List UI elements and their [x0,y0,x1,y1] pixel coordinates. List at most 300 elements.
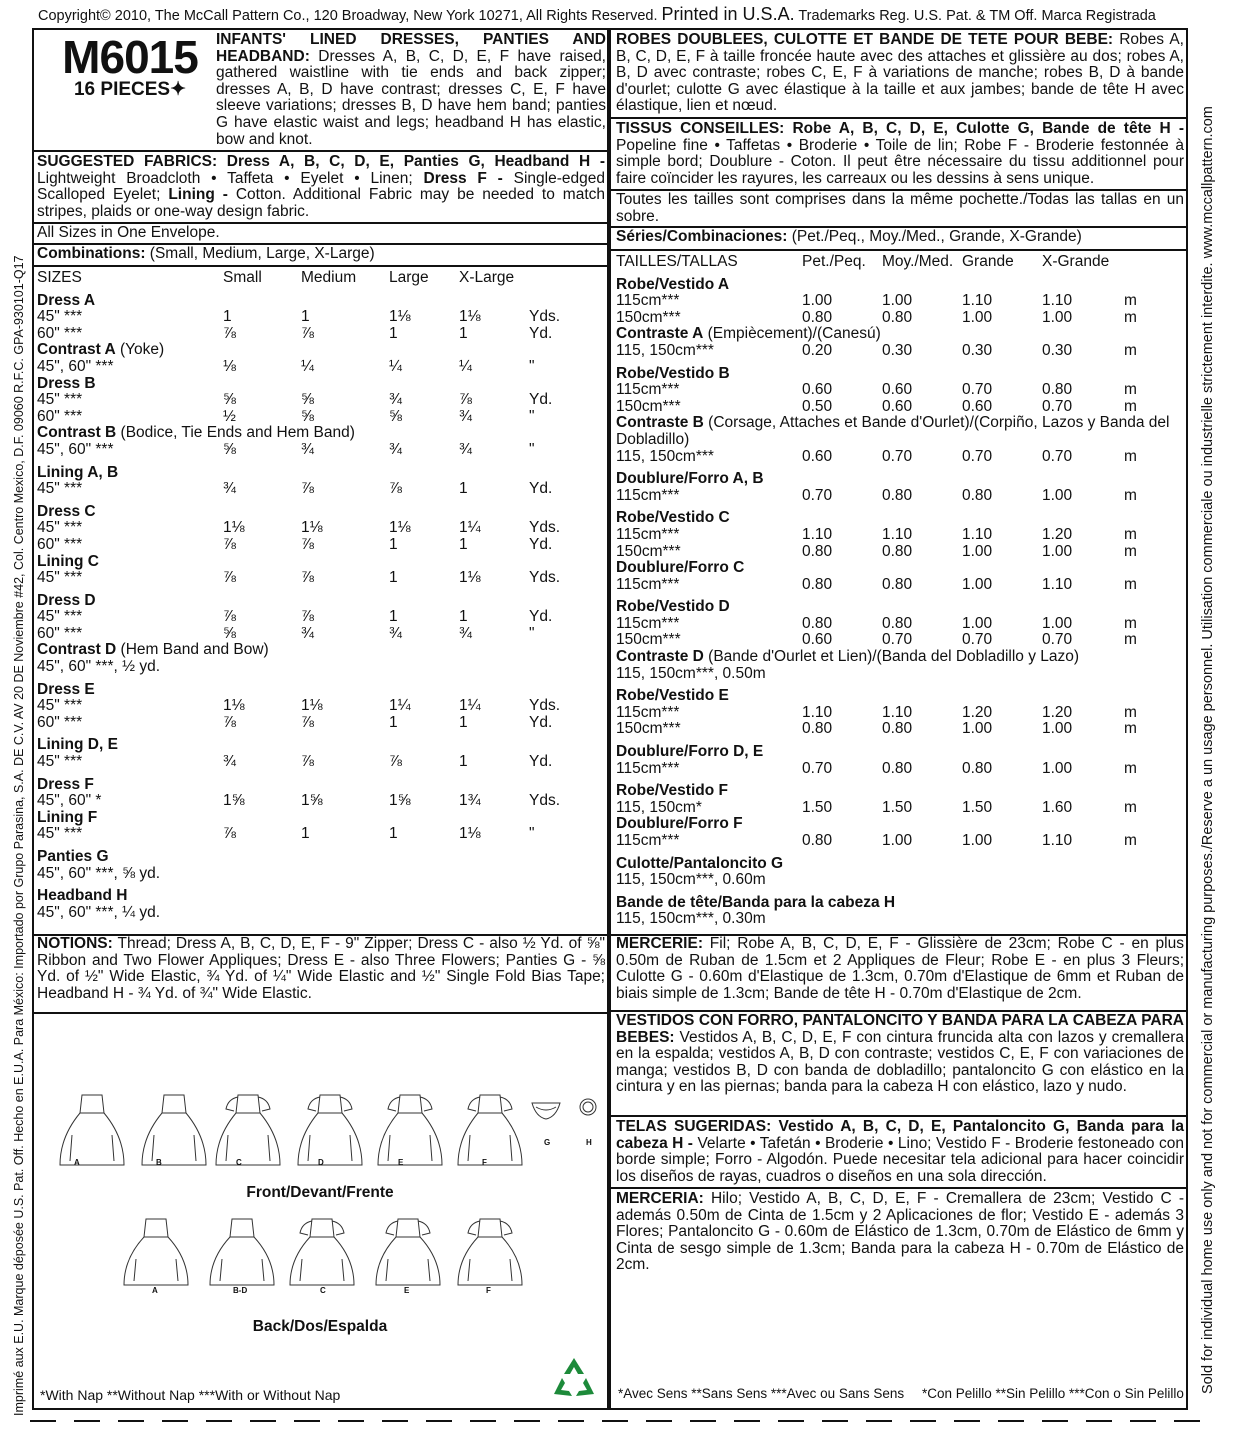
table-cell: 45", 60" *** [37,357,114,375]
en-fabrics-b: Single-edged Scalloped Eyelet; [37,169,605,204]
fr-combos-label: Séries/Combinaciones: [616,228,788,245]
en-fabrics-lining: Lining - [168,186,228,204]
group-header-row [37,554,560,571]
dash-mark [1042,1420,1068,1422]
table-cell: 1⅛ [459,569,481,587]
table-row [616,616,1184,633]
table-cell: ⅝ [301,391,314,409]
group-name: Contrast B [37,424,117,442]
back-caption: Back/Dos/Espalda [252,1318,388,1335]
en-combinations [37,246,375,263]
table-cell: 115, 150cm***, 0.30m [616,910,766,928]
group-header-cell [37,771,560,794]
view-label: D [318,1158,324,1167]
table-cell: 1.10 [802,703,833,721]
table-cell: ½ [223,407,236,425]
divider [34,1012,607,1014]
table-cell: 0.80 [1042,381,1073,399]
dash-mark [514,1420,540,1422]
en-yardage-table [37,270,605,921]
group-header-row [616,889,1184,912]
group-name: Contrast D [37,641,117,659]
table-cell: 0.60 [802,631,833,649]
group-name: Doublure/Forro C [616,559,745,577]
table-cell: 1⅛ [389,519,411,537]
group-name: Panties G [37,848,109,865]
table-cell: m [1124,447,1137,465]
table-cell: 1 [389,608,398,626]
table-cell: " [529,624,535,642]
table-header-cell: X-Grande [1042,253,1110,270]
en-fabrics-a: Lightweight Broadcloth • Taffeta • Eyelet • Linen; [37,169,424,187]
dash-mark [1086,1420,1112,1422]
table-cell: 0.70 [882,447,913,465]
group-header-cell [616,360,1184,383]
table-row [37,626,560,643]
table-cell: ¼ [301,357,314,375]
table-row [616,449,1184,466]
table-cell: 0.60 [962,397,993,415]
table-cell: m [1124,308,1137,326]
en-notions-label: NOTIONS: [37,935,113,952]
table-cell: 0.80 [962,759,993,777]
group-header-cell [37,459,560,482]
table-cell: 0.80 [802,832,833,849]
table-cell: 45" *** [37,569,83,587]
group-name: Doublure/Forro F [616,815,743,833]
group-header-row [616,738,1184,761]
view-label: B-D [233,1286,248,1295]
table-cell: 45" *** [37,308,83,326]
fr-nap-legend: *Avec Sens **Sans Sens ***Avec ou Sans Sens [618,1386,905,1401]
fr-notions-label: MERCERIE: [616,935,703,952]
table-row [616,382,1184,399]
table-cell: 1.60 [1042,798,1073,816]
group-subtitle: (Bodice, Tie Ends and Hem Band) [116,424,355,442]
table-row [616,399,1184,416]
fr-desc: Robes A, B, C, D, E, F à taille froncée haute avec des attaches et glissière au dos; robes A, B, D avec contraste; robes C, E, F à variations de manche; robes B, D à bande d'ourlet; culotte G avec élastique à la taille et aux jambes; bande de tête H avec élastique, lien et nœud. [616,31,1184,115]
es-notions-label: MERCERIA: [616,1190,704,1207]
table-cell: ¾ [223,753,236,771]
table-cell: ⅞ [301,608,314,626]
group-name: Dress A [37,291,96,309]
en-notions [37,936,605,1002]
table-cell: 1.50 [882,798,913,816]
view-label: A [74,1158,80,1167]
table-cell: 1.00 [962,720,993,738]
table-cell: ⅞ [301,535,314,553]
dash-mark [470,1420,496,1422]
table-cell: 45" *** [37,697,83,715]
table-cell: 1⅛ [301,519,323,537]
table-cell: 1 [389,535,398,553]
group-header-row [616,504,1184,527]
table-cell: 45" *** [37,753,83,771]
en-fabrics [37,154,605,220]
group-header-cell [616,504,1184,527]
table-cell: 1.00 [882,292,913,310]
table-row [616,872,1184,889]
table-cell: ⅝ [223,391,236,409]
table-row [37,392,560,409]
table-row [37,609,560,626]
table-row [37,520,560,537]
fr-combinations [616,229,1082,246]
group-subtitle: (Yoke) [115,341,165,359]
group-subtitle: (Corsage, Attaches et Bande d'Ourlet)/(Corpiño, Lazos y Banda del Dobladillo) [616,414,1170,448]
group-header-cell [616,649,1184,666]
group-name: Lining C [37,552,99,570]
dash-mark [118,1420,144,1422]
fr-title: ROBES DOUBLEES, CULOTTE ET BANDE DE TETE POUR BEBE: [616,31,1114,48]
view-label: B [156,1158,162,1167]
group-subtitle: (Bande d'Ourlet et Lien)/(Banda del Dobladillo y Lazo) [703,648,1080,666]
table-cell: 1.00 [1042,720,1073,738]
table-cell: 0.80 [882,542,913,560]
table-header-cell: Grande [962,253,1014,270]
table-cell: 1.00 [882,832,913,849]
dash-mark [734,1420,760,1422]
table-cell: 0.60 [802,447,833,465]
group-header-cell [37,498,560,521]
table-cell: 0.80 [802,614,833,632]
group-header-row [616,415,1184,448]
table-cell: ⅞ [459,391,472,409]
table-cell: ¾ [459,407,472,425]
table-cell: ⅞ [301,324,314,342]
es-title: VESTIDOS CON FORRO, PANTALONCITO Y BANDA PARA LA CABEZA PARA BEBES: [616,1012,1184,1046]
dash-mark [558,1420,584,1422]
en-fabrics-c: Cotton. Additional Fabric may be needed to match stripes, plaids or one-way design fabric. [37,186,605,220]
table-cell: " [529,825,535,843]
table-cell: ⅝ [223,440,236,458]
table-row [37,698,560,715]
table-cell: 1.10 [1042,832,1073,849]
table-cell: 45", 60" * [37,792,102,810]
table-cell: 0.80 [882,614,913,632]
table-cell: ⅞ [389,480,402,498]
table-cell: Yd. [529,391,553,409]
side-notice-right: Sold for individual home use only and not for commercial or manufacturing purposes./Reserve a un usage personnel. Utilisation commerciale ou industrielle strictement interdite. www.mccallpattern.com [1200,106,1216,1394]
group-header-row [37,771,560,794]
group-header-cell [37,810,560,827]
table-header-cell: X-Large [459,269,515,286]
group-name: Robe/Vestido E [616,687,729,705]
group-header-row [616,326,1184,343]
copyright-line [38,4,1190,25]
table-cell: 115, 150cm*** [616,447,714,465]
group-name: Dress E [37,680,95,698]
trademark-text: Trademarks Reg. U.S. Pat. & TM Off. Marca Registrada [798,8,1156,24]
table-cell: m [1124,614,1137,632]
group-header-cell [37,731,560,754]
table-cell: 45", 60" ***, ⅝ yd. [37,864,161,882]
table-row [37,754,560,771]
es-notions-text: Hilo; Vestido A, B, C, D, E, F - Cremallera de 23cm; Vestido C - además 0.50m de Cinta de 1.5cm y 2 Aplicaciones de flor; Vestido E - además 3 Flores; Pantaloncito G - 0.60m de Elástico de 1.3cm, 0.70m de Elástico de 6mm y Cinta de sesgo simple de 1.3cm; Banda para la cabeza H - 0.70m de Elástico de 2cm. [616,1190,1184,1274]
table-cell: ¼ [389,357,402,375]
table-row [616,544,1184,561]
group-name: Bande de tête/Banda para la cabeza H [616,893,896,911]
table-cell: 1 [389,324,398,342]
table-cell: 60" *** [37,535,83,553]
view-label: H [586,1138,592,1147]
group-header-cell [616,777,1184,800]
table-header-cell [529,270,560,293]
table-row [616,721,1184,738]
group-header-row [37,459,560,482]
table-cell: ⅞ [301,569,314,587]
table-cell: 0.80 [962,486,993,504]
fr-yardage-table [616,254,1184,928]
table-cell: 115cm*** [616,486,680,504]
dash-mark [866,1420,892,1422]
group-name: Robe/Vestido A [616,275,730,293]
table-cell: Yd. [529,713,553,731]
fr-notions-text: Fil; Robe A, B, C, D, E, F - Glissière de 23cm; Robe C - en plus 0.50m de Ruban de 1.5cm et 2 Appliques de Fleur; Robe E - en plus 3 Fleurs; Culotte G - 0.60m d'Elastique de 1.3cm, 0.70m d'Elastique de 6mm et Ruban de biais simple de 1.3cm; Bande de tête H - 0.70m d'Elastique de 2cm. [616,935,1184,1002]
group-header-row [37,425,560,442]
table-row [37,905,560,922]
group-header-cell [37,642,560,659]
group-header-row [37,498,560,521]
table-cell: ⅞ [223,825,236,843]
table-cell: 0.70 [1042,631,1073,649]
table-cell: 60" *** [37,624,83,642]
table-cell: ⅝ [301,407,314,425]
group-header-row [37,676,560,699]
table-cell: 1.00 [962,542,993,560]
table-header-cell: Large [389,269,429,286]
table-row [616,800,1184,817]
table-cell: 45" *** [37,608,83,626]
table-cell: 0.70 [962,381,993,399]
table-row [616,577,1184,594]
table-cell: 1⅛ [223,519,245,537]
en-combos-label: Combinations: [37,245,146,262]
group-header-cell [37,376,560,393]
table-cell: 115, 150cm***, 0.50m [616,664,766,682]
table-cell: m [1124,759,1137,777]
table-row [616,293,1184,310]
divider [611,117,1187,119]
group-name: Robe/Vestido D [616,598,730,616]
en-desc: Dresses A, B, C, D, E, F have raised, gathered waistline with tie ends and back zipper; dresses A, B, D have contrast; dresses C, E, F have sleeve variations; dresses B, D have hem band; panties G have elastic waist and legs; headband H has elastic, bow and knot. [216,47,606,148]
dash-mark [1174,1420,1200,1422]
table-row [37,326,560,343]
es-desc: Vestidos A, B, C, D, E, F con cintura fruncida alta con lazos y cremallera en la espalda; vestidos A, B, D con contraste; vestidos C, E, F con variaciones de manga; vestidos B, D con banda de dobladillo; pantaloncito G con elástico en la cintura y en las piernas; banda para la cabeza H con elástico, lazo y nudo. [616,1028,1184,1096]
view-label: A [152,1286,158,1295]
table-row [37,715,560,732]
table-cell: 0.80 [882,575,913,593]
table-cell: ¾ [301,440,314,458]
group-header-cell [616,560,1184,577]
dash-mark [250,1420,276,1422]
group-header-row [616,777,1184,800]
table-cell: 1.20 [962,703,993,721]
en-all-sizes: All Sizes in One Envelope. [37,224,220,241]
dash-mark [910,1420,936,1422]
table-cell: 1.10 [1042,575,1073,593]
es-description [616,1013,1184,1096]
table-cell: ⅞ [223,535,236,553]
printed-text: Printed in U.S.A. [661,4,795,24]
table-cell: m [1124,525,1137,543]
table-cell: 0.20 [802,341,833,359]
table-cell: 115cm*** [616,381,680,399]
view-label: C [236,1158,242,1167]
group-name: Lining D, E [37,736,118,754]
table-cell: ⅞ [223,324,236,342]
es-fabrics-text: Velarte • Tafetán • Broderie • Lino; Vestido F - Broderie festoneado con borde simple; Forro - Algodón. Puede necesitar tela adicional para hacer coincidir los diseños de rayas, cuadros o diseños en una sola dirección. [616,1134,1184,1185]
group-header-cell [37,293,560,310]
fr-es-nap-legend [618,1386,1184,1401]
table-cell: 1 [459,608,468,626]
table-cell: 0.60 [882,397,913,415]
dash-mark [778,1420,804,1422]
es-fabrics [616,1119,1184,1185]
table-row [37,793,560,810]
table-row [616,761,1184,778]
front-view-labels [40,1138,610,1178]
en-nap-legend: *With Nap **Without Nap ***With or Without Nap [40,1387,341,1403]
table-cell: m [1124,381,1137,399]
table-cell: Yds. [529,519,561,537]
table-cell: 1 [389,569,398,587]
group-name: Robe/Vestido C [616,509,730,527]
table-cell: ¾ [389,624,402,642]
dash-mark [206,1420,232,1422]
table-cell: ⅞ [223,608,236,626]
table-cell: 1.00 [962,614,993,632]
table-cell: 1.00 [802,292,833,310]
back-view-illustrations [40,1215,610,1295]
table-cell: 1.00 [1042,308,1073,326]
dash-mark [646,1420,672,1422]
table-cell: m [1124,832,1137,849]
table-cell: 1 [459,535,468,553]
group-header-row [37,342,560,359]
table-row [37,826,560,843]
table-cell: m [1124,397,1137,415]
table-cell: ¾ [459,440,472,458]
table-cell: m [1124,631,1137,649]
table-cell: ⅞ [301,480,314,498]
divider [611,249,1187,251]
table-cell: 1.50 [802,798,833,816]
table-cell: 0.70 [802,759,833,777]
table-cell: 1¼ [389,697,411,715]
view-label: C [320,1286,326,1295]
table-row [616,310,1184,327]
fr-description [616,32,1184,115]
view-label: F [482,1158,487,1167]
table-cell: 0.70 [882,631,913,649]
table-row [616,833,1184,850]
fr-notions [616,936,1184,1002]
group-header-row [37,642,560,659]
table-cell: Yd. [529,324,553,342]
table-cell: Yds. [529,697,561,715]
dash-mark [602,1420,628,1422]
group-header-cell [616,738,1184,761]
view-label: G [544,1138,551,1147]
group-header-row [616,649,1184,666]
es-nap-legend: *Con Pelillo **Sin Pelillo ***Con o Sin Pelillo [921,1386,1184,1401]
table-row [616,911,1184,928]
table-cell: ¾ [389,391,402,409]
table-row [616,632,1184,649]
en-fabrics-head: SUGGESTED FABRICS: Dress A, B, C, D, E, Panties G, Headband H - [37,153,605,170]
table-cell: Yd. [529,535,553,553]
front-caption: Front/Devant/Frente [246,1184,394,1201]
dash-mark [822,1420,848,1422]
table-cell: 0.50 [802,397,833,415]
table-cell: 1 [459,480,468,498]
group-name: Robe/Vestido F [616,782,728,800]
table-row [37,359,560,376]
table-cell: m [1124,542,1137,560]
table-row [616,666,1184,683]
group-header-row [37,376,560,393]
view-label: E [398,1158,404,1167]
table-cell: 1⅛ [459,308,481,326]
table-cell: 1⅛ [389,308,411,326]
view-label: F [486,1286,491,1295]
table-cell: 115cm*** [616,703,680,721]
divider [34,150,607,152]
table-cell: 1 [223,308,232,326]
fr-table [616,254,1184,928]
dash-mark [426,1420,452,1422]
group-header-row [37,587,560,610]
group-name: Doublure/Forro D, E [616,743,764,761]
table-header-cell: Pet./Peq. [802,253,866,270]
table-cell: 0.70 [962,631,993,649]
table-cell: ⅞ [223,569,236,587]
table-cell: 1¼ [459,519,481,537]
table-row [37,309,560,326]
table-cell: 1.00 [1042,542,1073,560]
table-cell: 0.60 [802,381,833,399]
table-cell: 1.10 [802,525,833,543]
en-notions-text: Thread; Dress A, B, C, D, E, F - 9" Zipper; Dress C - also ½ Yd. of ⅝" Ribbon and Two Flower Appliques; Dress E - also Three Flowers; Panties G - ⅝ Yd. of ½" Wide Elastic, ¾ Yd. of ¼" Wide Elastic and ½" Single Fold Bias Tape; Headband H - ¾ Yd. of ¾" Wide Elastic. [37,935,605,1002]
table-cell: 1⅝ [389,792,411,810]
table-header-row [616,254,1184,277]
cut-line [30,1420,1220,1424]
table-cell: 1⅛ [459,825,481,843]
table-cell: 1.10 [962,525,993,543]
group-header-row [37,843,560,866]
view-label: E [404,1286,410,1295]
table-cell: " [529,440,535,458]
group-header-cell [616,682,1184,705]
table-cell: 1.00 [962,832,993,849]
table-cell: ¾ [223,480,236,498]
table-cell: ¾ [459,624,472,642]
en-combos: (Small, Medium, Large, X-Large) [145,245,375,262]
table-cell: Yds. [529,308,561,326]
table-cell: 1 [389,713,398,731]
table-cell: 150cm*** [616,397,681,415]
divider [611,1187,1187,1189]
table-header-cell: Medium [301,269,357,286]
table-cell: Yds. [529,792,561,810]
table-cell: 0.70 [1042,397,1073,415]
table-row [616,527,1184,544]
dash-mark [998,1420,1024,1422]
table-cell: 115cm*** [616,525,680,543]
table-cell: 45", 60" ***, ½ yd. [37,658,161,676]
table-cell: 1⅝ [223,792,245,810]
